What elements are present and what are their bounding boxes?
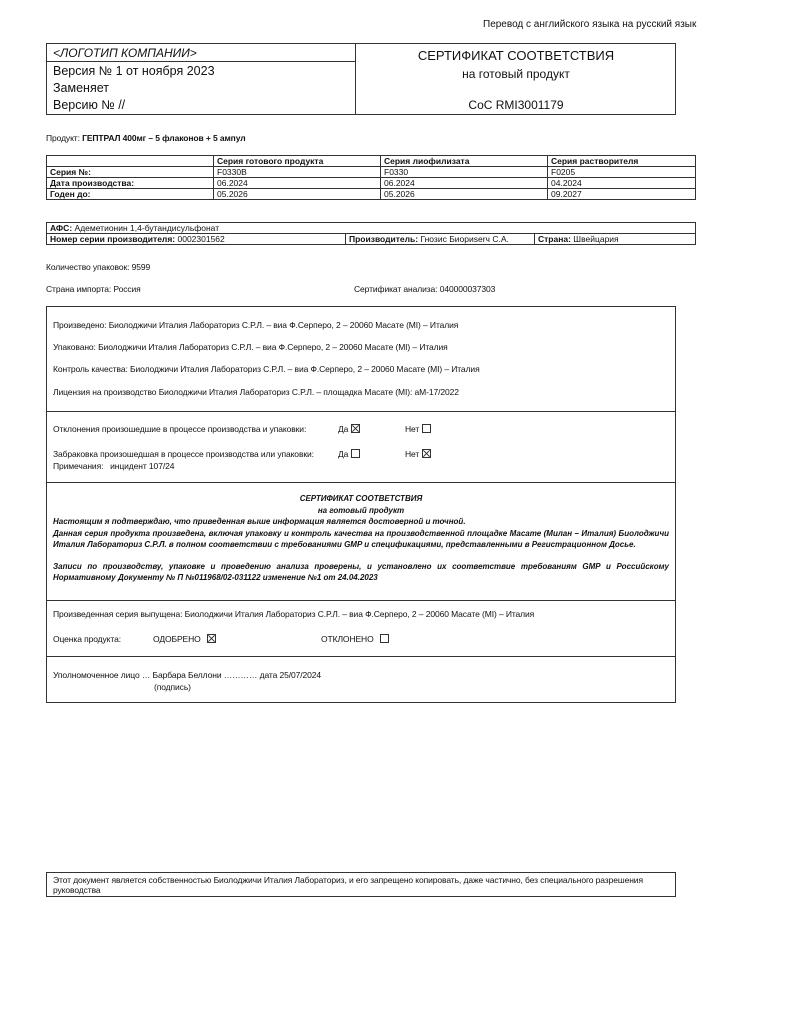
table-cell: 04.2024 xyxy=(548,178,696,189)
manufacturer-label: Производитель: xyxy=(349,234,419,244)
manufacturing-license: Лицензия на производство Биолоджичи Италия Лабораториз С.Р.Л. – площадка Масате (MI): aM-17/2022 xyxy=(53,387,459,397)
table-header-row xyxy=(47,156,696,167)
table-cell: 06.2024 xyxy=(381,178,548,189)
row-label: Дата производства: xyxy=(47,178,214,189)
table-cell: F0330B xyxy=(214,167,381,178)
checkbox-checked-icon xyxy=(207,634,216,643)
checkbox-checked-icon xyxy=(351,424,360,433)
statement-paragraph-2: Данная серия продукта произведена, включая упаковку и контроль качества на производственной площадке Масате (Милан – Италия) Биолоджичи Италия Лабораториз С.Р.Л. в полном соответствии с требованиями GMP и спецификациями, представленными в Регистрационном Досье. xyxy=(53,529,669,549)
version-text: Версия № 1 от ноября 2023 xyxy=(53,64,215,78)
api-table xyxy=(46,222,696,245)
coc-number: CoC RMI3001179 xyxy=(468,98,564,112)
notes xyxy=(53,461,174,471)
statement-title: СЕРТИФИКАТ СООТВЕТСТВИЯ xyxy=(299,494,423,503)
deviations-question: Отклонения произошедшие в процессе производства и упаковки: xyxy=(53,424,307,434)
company-logo-placeholder: <ЛОГОТИП КОМПАНИИ> xyxy=(53,46,197,60)
import-country: Страна импорта: Россия xyxy=(46,284,141,294)
yes-label: Да xyxy=(338,424,349,434)
statement-paragraph-1: Настоящим я подтверждаю, что приведенная выше информация является достоверной и точной. xyxy=(53,517,466,526)
notes-label: Примечания: xyxy=(53,461,104,471)
product-label: Продукт: xyxy=(46,133,80,143)
batch-table xyxy=(46,155,696,200)
row-label: Годен до: xyxy=(47,189,214,200)
table-cell: 06.2024 xyxy=(214,178,381,189)
approved-option xyxy=(153,634,216,644)
api-label: АФС: xyxy=(50,223,73,233)
footer-box xyxy=(46,872,676,897)
mfr-batch-label: Номер серии производителя: xyxy=(50,234,176,244)
country-label: Страна: xyxy=(538,234,571,244)
table-cell: 09.2027 xyxy=(548,189,696,200)
footer-text: Этот документ является собственностью Биолоджичи Италия Лабораториз, и его запрещено копировать, даже частично, без специального разрешения руководства xyxy=(53,875,643,895)
table-row xyxy=(47,167,696,178)
table-row xyxy=(47,178,696,189)
country-value: Швейцария xyxy=(573,234,619,244)
rejected-option xyxy=(321,634,389,644)
country-cell xyxy=(535,234,696,245)
checkbox-empty-icon xyxy=(422,424,431,433)
no-label: Нет xyxy=(405,449,420,459)
no-label: Нет xyxy=(405,424,420,434)
notes-value: инцидент 107/24 xyxy=(110,461,175,471)
statement-subtitle: на готовый продукт xyxy=(317,506,405,515)
certificate-subtitle: на готовый продукт xyxy=(462,67,570,81)
deviations-yes xyxy=(338,424,360,434)
checkbox-empty-icon xyxy=(380,634,389,643)
quality-control-at: Контроль качества: Биолоджичи Италия Лабораториз С.Р.Л. – виа Ф.Серперо, 2 – 20060 Масате (MI) – Италия xyxy=(53,364,480,374)
replaces-text: Заменяет xyxy=(53,81,109,95)
approved-label: ОДОБРЕНО xyxy=(153,634,201,644)
api-value: Адеметионин 1,4-бутандисульфонат xyxy=(74,223,220,233)
product-value: ГЕПТРАЛ 400мг – 5 флаконов + 5 ампул xyxy=(82,133,246,143)
translation-note: Перевод с английского языка на русский язык xyxy=(483,19,697,30)
prev-version-text: Версию № // xyxy=(53,98,126,112)
table-cell: F0330 xyxy=(381,167,548,178)
main-box xyxy=(46,306,676,703)
mfr-batch-cell xyxy=(47,234,346,245)
rejection-yes xyxy=(338,449,360,459)
api-cell xyxy=(47,223,696,234)
analysis-certificate: Сертификат анализа: 040000037303 xyxy=(354,284,496,294)
rejection-question: Забраковка произошедшая в процессе производства или упаковки: xyxy=(53,449,314,459)
checkbox-empty-icon xyxy=(351,449,360,458)
yes-label: Да xyxy=(338,449,349,459)
batch-released: Произведенная серия выпущена: Биолоджичи Италия Лабораториз С.Р.Л. – виа Ф.Серперо, 2 – 20060 Масате (MI) – Италия xyxy=(53,609,535,619)
rejection-no xyxy=(405,449,431,459)
header-box xyxy=(46,43,676,115)
table-cell: 05.2026 xyxy=(381,189,548,200)
manufacturer-row xyxy=(47,234,696,245)
checkbox-checked-icon xyxy=(422,449,431,458)
table-cell: 05.2026 xyxy=(214,189,381,200)
table-header-cell xyxy=(47,156,214,167)
packed-at: Упаковано: Биолоджичи Италия Лабораториз С.Р.Л. – виа Ф.Серперо, 2 – 20060 Масате (MI) – Италия xyxy=(53,342,448,352)
table-header-cell: Серия лиофилизата xyxy=(381,156,548,167)
packages-count: Количество упаковок: 9599 xyxy=(46,262,151,272)
signature-label: (подпись) xyxy=(154,682,191,692)
table-cell: F0205 xyxy=(548,167,696,178)
evaluation-label: Оценка продукта: xyxy=(53,634,121,644)
table-row xyxy=(47,189,696,200)
deviations-no xyxy=(405,424,431,434)
authorized-person-line: Уполномоченное лицо … Барбара Беллони ………… дата 25/07/2024 xyxy=(53,670,322,680)
api-row xyxy=(47,223,696,234)
table-header-cell: Серия готового продукта xyxy=(214,156,381,167)
rejected-label: ОТКЛОНЕНО xyxy=(321,634,374,644)
table-header-cell: Серия растворителя xyxy=(548,156,696,167)
row-label: Серия №: xyxy=(47,167,214,178)
statement-paragraph-3: Записи по производству, упаковке и проведению анализа проверены, и установлено их соответствие требованиям GMP и Российскому Нормативному Документу № П №011968/02-031122 изменение №1 от 24.04.2023 xyxy=(53,562,669,582)
manufacturer-cell xyxy=(346,234,535,245)
mfr-batch-value: 0002301562 xyxy=(177,234,225,244)
manufacturer-value: Гнозис Биориserч С.А. xyxy=(420,234,509,244)
product-line xyxy=(46,133,246,143)
produced-at: Произведено: Биолоджичи Италия Лабораториз С.Р.Л. – виа Ф.Серперо, 2 – 20060 Масате (MI) – Италия xyxy=(53,320,459,330)
certificate-title: СЕРТИФИКАТ СООТВЕТСТВИЯ xyxy=(417,48,615,63)
